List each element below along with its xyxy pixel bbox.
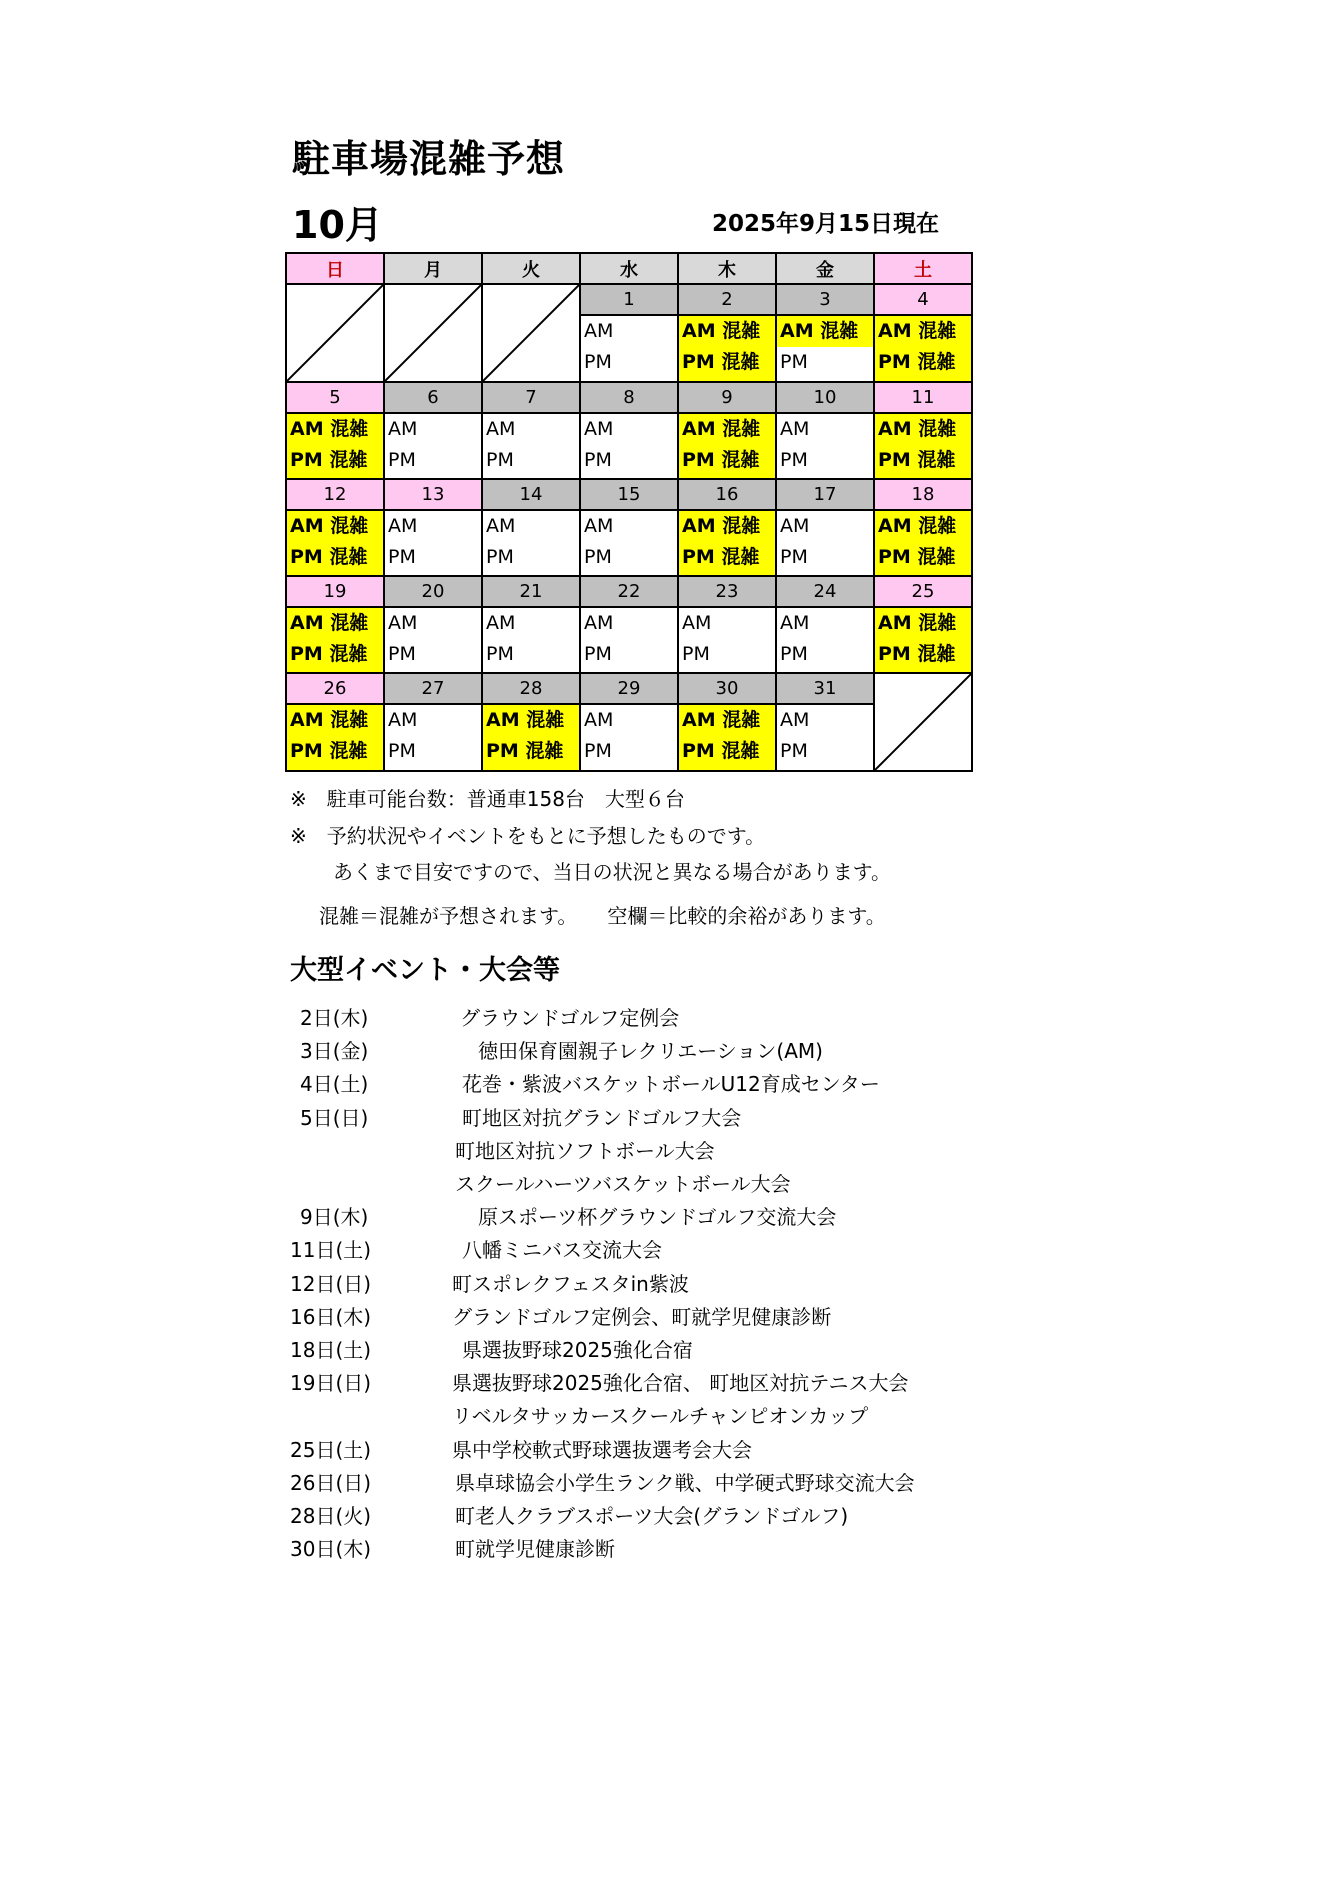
date-number: 12 [286,479,384,510]
date-number: 8 [580,382,678,413]
pm-forecast: PM 混雑 [679,347,775,378]
am-forecast: AM 混雑 [679,511,775,542]
date-row [286,673,972,704]
forecast-cell [384,510,482,576]
pm-forecast: PM 混雑 [287,542,383,573]
date-number: 27 [384,673,482,704]
forecast-cell [286,607,384,673]
forecast-cell [874,413,972,479]
pm-forecast: PM [388,546,416,568]
forecast-cell [384,607,482,673]
pm-forecast: PM 混雑 [875,445,971,476]
empty-day-cell [286,284,384,382]
forecast-cell [678,510,776,576]
event-date: 30日(木) [290,1537,372,1561]
event-name: 原スポーツ杯グラウンドゴルフ交流大会 [478,1205,837,1229]
forecast-cell [776,510,874,576]
am-forecast: AM 混雑 [287,414,383,445]
date-number: 10 [776,382,874,413]
forecast-cell [580,315,678,382]
date-number: 21 [482,576,580,607]
events-heading: 大型イベント・大会等 [290,955,560,986]
event-date: 5日(日) [300,1106,369,1130]
date-row [286,479,972,510]
am-forecast: AM [486,515,516,537]
note-disclaimer: あくまで目安ですので、当日の状況と異なる場合があります。 [333,860,891,884]
date-number: 5 [286,382,384,413]
empty-day-cell [874,673,972,771]
forecast-cell [286,413,384,479]
forecast-cell [678,704,776,771]
forecast-cell [678,413,776,479]
am-forecast: AM 混雑 [679,705,775,736]
am-forecast: AM [584,418,614,440]
event-date: 18日(土) [290,1338,372,1362]
am-forecast: AM [682,612,712,634]
date-number: 4 [874,284,972,315]
pm-forecast: PM [682,643,710,665]
weekday-header: 月 [384,253,482,284]
pm-forecast: PM 混雑 [287,639,383,670]
forecast-cell [286,510,384,576]
empty-day-cell [482,284,580,382]
weekday-header: 水 [580,253,678,284]
event-name: グラウンドゴルフ定例会 [460,1006,680,1030]
date-number: 7 [482,382,580,413]
month-heading: 10月 [292,203,383,247]
forecast-cell [580,413,678,479]
forecast-cell [776,607,874,673]
date-number: 3 [776,284,874,315]
as-of-date: 2025年9月15日現在 [712,211,940,237]
forecast-row [286,704,972,771]
forecast-row [286,510,972,576]
date-row [286,284,972,315]
forecast-row [286,413,972,479]
date-number: 28 [482,673,580,704]
am-forecast: AM [780,709,810,732]
date-number: 23 [678,576,776,607]
forecast-cell [384,413,482,479]
forecast-cell [482,607,580,673]
date-number: 2 [678,284,776,315]
forecast-cell [874,315,972,382]
forecast-cell [384,704,482,771]
event-name: 町就学児健康診断 [455,1537,615,1561]
pm-forecast: PM 混雑 [483,736,579,767]
forecast-cell [776,315,874,382]
pm-forecast: PM [486,449,514,471]
pm-forecast: PM 混雑 [679,542,775,573]
pm-forecast: PM [584,449,612,471]
am-forecast: AM 混雑 [875,316,971,347]
event-name: 県選抜野球2025強化合宿、 町地区対抗テニス大会 [452,1371,909,1395]
calendar-table [285,252,973,772]
date-number: 20 [384,576,482,607]
pm-forecast: PM [584,351,612,374]
pm-forecast: PM 混雑 [875,639,971,670]
event-name: 県選抜野球2025強化合宿 [462,1338,693,1362]
forecast-row [286,607,972,673]
date-number: 1 [580,284,678,315]
weekday-header-row [286,253,972,284]
pm-forecast: PM [486,546,514,568]
note-forecast-basis: ※ 予約状況やイベントをもとに予想したものです。 [290,824,766,848]
event-date: 25日(土) [290,1438,372,1462]
date-number: 15 [580,479,678,510]
am-forecast: AM [780,612,810,634]
pm-forecast: PM [584,546,612,568]
date-number: 14 [482,479,580,510]
am-forecast: AM [584,612,614,634]
forecast-cell [874,607,972,673]
event-name: グランドゴルフ定例会、町就学児健康診断 [452,1305,832,1329]
weekday-header: 土 [874,253,972,284]
am-forecast: AM [780,515,810,537]
am-forecast: AM [388,418,418,440]
date-number: 24 [776,576,874,607]
event-date: 4日(土) [300,1072,369,1096]
date-number: 9 [678,382,776,413]
pm-forecast: PM [486,643,514,665]
page-title: 駐車場混雑予想 [292,137,566,181]
am-forecast: AM 混雑 [287,705,383,736]
pm-forecast: PM [780,546,808,568]
am-forecast: AM [780,418,810,440]
event-name: 町地区対抗グランドゴルフ大会 [462,1106,742,1130]
event-name: 町老人クラブスポーツ大会(グランドゴルフ) [455,1504,849,1528]
event-name: 県卓球協会小学生ランク戦、中学硬式野球交流大会 [455,1471,915,1495]
event-date: 2日(木) [300,1006,369,1030]
date-number: 6 [384,382,482,413]
forecast-cell [580,607,678,673]
date-number: 11 [874,382,972,413]
date-row [286,576,972,607]
pm-forecast: PM 混雑 [287,445,383,476]
event-date: 19日(日) [290,1371,372,1395]
date-number: 31 [776,673,874,704]
event-date: 26日(日) [290,1471,372,1495]
forecast-cell [482,704,580,771]
forecast-cell [678,607,776,673]
empty-day-cell [384,284,482,382]
diagonal-slash-icon [875,674,971,770]
date-number: 13 [384,479,482,510]
diagonal-slash-icon [287,285,383,381]
forecast-cell [286,704,384,771]
note-capacity: ※ 駐車可能台数：普通車158台 大型６台 [290,787,685,811]
forecast-cell [482,413,580,479]
date-number: 26 [286,673,384,704]
event-name: 町スポレクフェスタin紫波 [452,1272,689,1296]
weekday-header: 金 [776,253,874,284]
event-date: 11日(土) [290,1238,372,1262]
am-forecast: AM [388,709,418,732]
pm-forecast: PM 混雑 [679,445,775,476]
forecast-cell [482,510,580,576]
event-name: 県中学校軟式野球選抜選考会大会 [452,1438,752,1462]
event-name: 徳田保育園親子レクリエーション(AM) [478,1039,823,1063]
date-number: 25 [874,576,972,607]
pm-forecast: PM 混雑 [875,347,971,378]
event-name: リベルタサッカースクールチャンピオンカップ [452,1404,869,1428]
am-forecast: AM 混雑 [483,705,579,736]
am-forecast: AM 混雑 [287,511,383,542]
forecast-cell [580,704,678,771]
pm-forecast: PM 混雑 [875,542,971,573]
event-date: 28日(火) [290,1504,372,1528]
am-forecast: AM 混雑 [679,414,775,445]
pm-forecast: PM [584,740,612,763]
date-number: 19 [286,576,384,607]
am-forecast: AM [388,612,418,634]
pm-forecast: PM 混雑 [287,736,383,767]
pm-forecast: PM [388,643,416,665]
am-forecast: AM 混雑 [875,608,971,639]
pm-forecast: PM [388,449,416,471]
forecast-cell [678,315,776,382]
forecast-cell [776,413,874,479]
pm-forecast: PM 混雑 [679,736,775,767]
note-legend: 混雑＝混雑が予想されます。 空欄＝比較的余裕があります。 [319,904,886,928]
date-row [286,382,972,413]
weekday-header: 日 [286,253,384,284]
am-forecast: AM 混雑 [875,414,971,445]
date-number: 16 [678,479,776,510]
pm-forecast: PM [388,740,416,763]
event-date: 9日(木) [300,1205,369,1229]
weekday-header: 火 [482,253,580,284]
pm-forecast: PM [584,643,612,665]
pm-forecast: PM [780,449,808,471]
am-forecast: AM [584,709,614,732]
date-number: 17 [776,479,874,510]
am-forecast: AM 混雑 [875,511,971,542]
diagonal-slash-icon [483,285,579,381]
date-number: 29 [580,673,678,704]
event-date: 12日(日) [290,1272,372,1296]
date-number: 30 [678,673,776,704]
am-forecast: AM [486,612,516,634]
am-forecast: AM [584,515,614,537]
am-forecast: AM [584,320,614,343]
weekday-header: 木 [678,253,776,284]
event-date: 16日(木) [290,1305,372,1329]
pm-forecast: PM [780,351,808,374]
forecast-cell [874,510,972,576]
forecast-cell [580,510,678,576]
event-date: 3日(金) [300,1039,369,1063]
date-number: 18 [874,479,972,510]
forecast-cell [776,704,874,771]
event-name: 花巻・紫波バスケットボールU12育成センター [462,1072,880,1096]
congestion-calendar [285,252,973,772]
pm-forecast: PM [780,740,808,763]
am-forecast: AM 混雑 [287,608,383,639]
event-name: スクールハーツバスケットボール大会 [455,1172,791,1196]
event-name: 八幡ミニバス交流大会 [462,1238,662,1262]
am-forecast: AM 混雑 [679,316,775,347]
diagonal-slash-icon [385,285,481,381]
event-name: 町地区対抗ソフトボール大会 [455,1139,715,1163]
am-forecast: AM 混雑 [777,316,873,347]
am-forecast: AM [388,515,418,537]
pm-forecast: PM [780,643,808,665]
am-forecast: AM [486,418,516,440]
date-number: 22 [580,576,678,607]
